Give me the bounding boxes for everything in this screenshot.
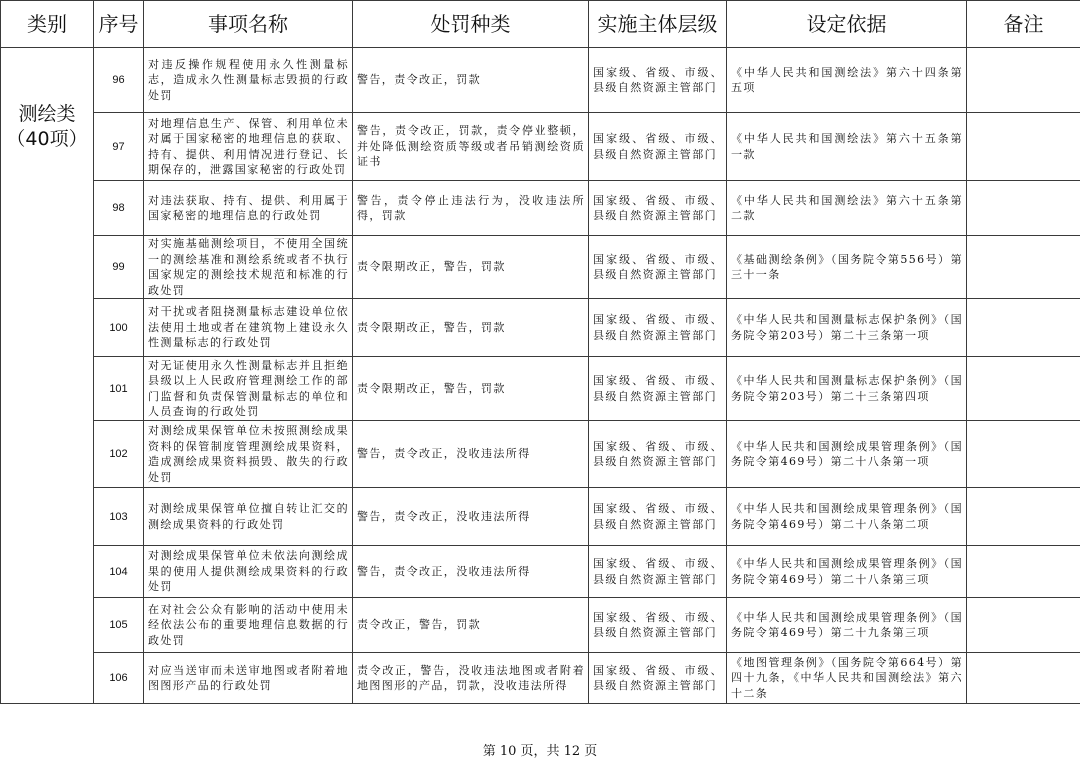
item-name-cell: 对实施基础测绘项目，不使用全国统一的测绘基准和测绘系统或者不执行国家规定的测绘技术规范和标准的行政处罚	[144, 236, 353, 299]
authority-level-cell: 国家级、省级、市级、县级自然资源主管部门	[589, 48, 727, 113]
authority-level-cell: 国家级、省级、市级、县级自然资源主管部门	[589, 113, 727, 181]
item-name-cell: 对干扰或者阻挠测量标志建设单位依法使用土地或者在建筑物上建设永久性测量标志的行政处罚	[144, 299, 353, 357]
legal-basis-cell: 《中华人民共和国测绘法》第六十五条第一款	[727, 113, 967, 181]
category-cell	[1, 48, 94, 704]
penalty-type-cell: 警告，责令改正，罚款，责令停业整顿，并处降低测绘资质等级或者吊销测绘资质证书	[353, 113, 589, 181]
penalty-type-cell: 责令改正，警告，没收违法地图或者附着地图图形的产品，罚款，没收违法所得	[353, 653, 589, 704]
table-row	[1, 357, 1080, 421]
penalty-type-cell: 责令限期改正，警告，罚款	[353, 299, 589, 357]
header-remark: 备注	[967, 1, 1080, 48]
legal-basis-cell: 《中华人民共和国测绘法》第六十五条第二款	[727, 181, 967, 236]
authority-level-cell: 国家级、省级、市级、县级自然资源主管部门	[589, 546, 727, 598]
seq-cell: 96	[94, 48, 144, 113]
legal-basis-cell: 《中华人民共和国测绘成果管理条例》（国务院令第469号）第二十八条第二项	[727, 488, 967, 546]
header-authority-level: 实施主体层级	[589, 1, 727, 48]
seq-cell: 99	[94, 236, 144, 299]
header-item-name: 事项名称	[144, 1, 353, 48]
header-seq: 序号	[94, 1, 144, 48]
seq-cell: 100	[94, 299, 144, 357]
seq-cell: 101	[94, 357, 144, 421]
authority-level-cell: 国家级、省级、市级、县级自然资源主管部门	[589, 236, 727, 299]
seq-cell: 105	[94, 598, 144, 653]
table-row	[1, 421, 1080, 488]
legal-basis-cell: 《基础测绘条例》（国务院令第556号）第三十一条	[727, 236, 967, 299]
authority-level-cell: 国家级、省级、市级、县级自然资源主管部门	[589, 653, 727, 704]
page-footer: 第 10 页，共 12 页	[482, 744, 598, 759]
table-row	[1, 48, 1080, 113]
item-name-cell: 对违法获取、持有、提供、利用属于国家秘密的地理信息的行政处罚	[144, 181, 353, 236]
table-row	[1, 181, 1080, 236]
item-name-cell: 对测绘成果保管单位未按照测绘成果资料的保管制度管理测绘成果资料，造成测绘成果资料损毁、散失的行政处罚	[144, 421, 353, 488]
legal-basis-cell: 《中华人民共和国测绘法》第六十四条第五项	[727, 48, 967, 113]
penalty-type-cell: 警告，责令改正，没收违法所得	[353, 546, 589, 598]
seq-cell: 103	[94, 488, 144, 546]
item-name-cell: 对违反操作规程使用永久性测量标志，造成永久性测量标志毁损的行政处罚	[144, 48, 353, 113]
table-row	[1, 299, 1080, 357]
table-row	[1, 236, 1080, 299]
legal-basis-cell: 《地图管理条例》（国务院令第664号）第四十九条，《中华人民共和国测绘法》第六十二条	[727, 653, 967, 704]
remark-cell	[967, 421, 1080, 488]
item-name-cell: 对地理信息生产、保管、利用单位未对属于国家秘密的地理信息的获取、持有、提供、利用情况进行登记、长期保存的，泄露国家秘密的行政处罚	[144, 113, 353, 181]
penalty-type-cell: 警告，责令改正，没收违法所得	[353, 488, 589, 546]
header-category: 类别	[1, 1, 94, 48]
seq-cell: 98	[94, 181, 144, 236]
table-row	[1, 546, 1080, 598]
penalty-type-cell: 警告，责令停止违法行为，没收违法所得，罚款	[353, 181, 589, 236]
remark-cell	[967, 598, 1080, 653]
table-row	[1, 113, 1080, 181]
header-legal-basis: 设定依据	[727, 1, 967, 48]
seq-cell: 106	[94, 653, 144, 704]
authority-level-cell: 国家级、省级、市级、县级自然资源主管部门	[589, 598, 727, 653]
remark-cell	[967, 181, 1080, 236]
item-name-cell: 对应当送审而未送审地图或者附着地图图形产品的行政处罚	[144, 653, 353, 704]
item-name-cell: 对无证使用永久性测量标志并且拒绝县级以上人民政府管理测绘工作的部门监督和负责保管测量标志的单位和人员查询的行政处罚	[144, 357, 353, 421]
penalty-type-cell: 警告，责令改正，罚款	[353, 48, 589, 113]
seq-cell: 102	[94, 421, 144, 488]
item-name-cell: 在对社会公众有影响的活动中使用未经依法公布的重要地理信息数据的行政处罚	[144, 598, 353, 653]
authority-level-cell: 国家级、省级、市级、县级自然资源主管部门	[589, 421, 727, 488]
penalty-type-cell: 责令限期改正，警告，罚款	[353, 236, 589, 299]
authority-level-cell: 国家级、省级、市级、县级自然资源主管部门	[589, 299, 727, 357]
legal-basis-cell: 《中华人民共和国测量标志保护条例》（国务院令第203号）第二十三条第一项	[727, 299, 967, 357]
legal-basis-cell: 《中华人民共和国测绘成果管理条例》（国务院令第469号）第二十八条第一项	[727, 421, 967, 488]
legal-basis-cell: 《中华人民共和国测量标志保护条例》（国务院令第203号）第二十三条第四项	[727, 357, 967, 421]
penalty-type-cell: 警告，责令改正，没收违法所得	[353, 421, 589, 488]
penalty-type-cell: 责令限期改正，警告，罚款	[353, 357, 589, 421]
remark-cell	[967, 546, 1080, 598]
legal-basis-cell: 《中华人民共和国测绘成果管理条例》（国务院令第469号）第二十八条第三项	[727, 546, 967, 598]
table-header-row	[1, 1, 1080, 48]
authority-level-cell: 国家级、省级、市级、县级自然资源主管部门	[589, 488, 727, 546]
category-count: （40项）	[6, 128, 88, 150]
table-row	[1, 598, 1080, 653]
authority-level-cell: 国家级、省级、市级、县级自然资源主管部门	[589, 181, 727, 236]
table-row	[1, 488, 1080, 546]
remark-cell	[967, 488, 1080, 546]
penalty-type-cell: 责令改正，警告，罚款	[353, 598, 589, 653]
item-name-cell: 对测绘成果保管单位擅自转让汇交的测绘成果资料的行政处罚	[144, 488, 353, 546]
remark-cell	[967, 357, 1080, 421]
seq-cell: 104	[94, 546, 144, 598]
legal-basis-cell: 《中华人民共和国测绘成果管理条例》（国务院令第469号）第二十九条第三项	[727, 598, 967, 653]
table-row	[1, 653, 1080, 704]
remark-cell	[967, 236, 1080, 299]
remark-cell	[967, 48, 1080, 113]
item-name-cell: 对测绘成果保管单位未依法向测绘成果的使用人提供测绘成果资料的行政处罚	[144, 546, 353, 598]
category-name: 测绘类	[18, 103, 76, 125]
header-penalty-type: 处罚种类	[353, 1, 589, 48]
seq-cell: 97	[94, 113, 144, 181]
remark-cell	[967, 113, 1080, 181]
remark-cell	[967, 653, 1080, 704]
authority-level-cell: 国家级、省级、市级、县级自然资源主管部门	[589, 357, 727, 421]
remark-cell	[967, 299, 1080, 357]
